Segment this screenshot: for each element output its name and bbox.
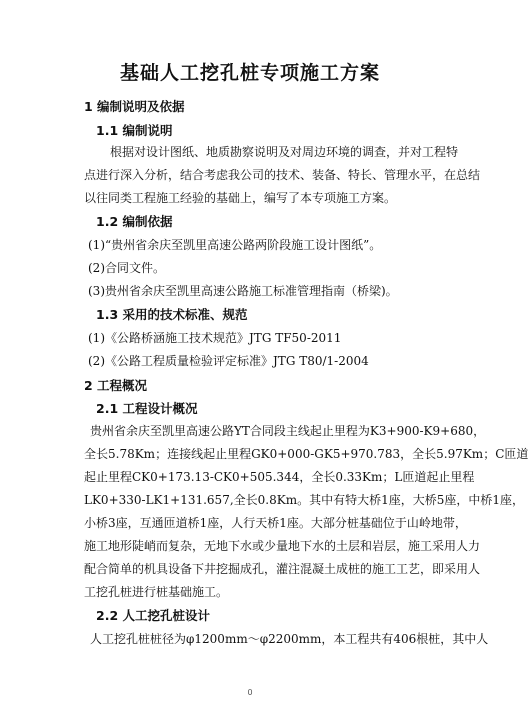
paragraph-line: 配合简单的机具设备下井挖掘成孔，灌注混凝土成桩的施工工艺，即采用人	[84, 562, 481, 576]
list-item: (1)“贵州省余庆至凯里高速公路两阶段施工设计图纸”。	[88, 238, 382, 252]
heading-section-2-1: 2.1 工程设计概况	[96, 401, 198, 416]
paragraph-line: 施工地形陡峭而复杂，无地下水或少量地下水的土层和岩层，施工采用人力	[84, 539, 481, 553]
paragraph-line: 以往同类工程施工经验的基础上，编写了本专项施工方案。	[84, 191, 397, 205]
heading-section-1-2: 1.2 编制依据	[96, 214, 173, 229]
paragraph-line: 小桥3座，互通匝道桥1座，人行天桥1座。大部分桩基础位于山岭地带，	[84, 516, 467, 530]
list-item: (3)贵州省余庆至凯里高速公路施工标准管理指南（桥梁)。	[88, 284, 398, 298]
paragraph-line: 根据对设计图纸、地质勘察说明及对周边环境的调查，并对工程特	[110, 145, 459, 159]
page-number: 0	[247, 688, 253, 697]
paragraph-line: 全长5.78Km；连接线起止里程GK0+000-GK5+970.783，全长5.97Km；C匝道	[84, 447, 528, 461]
heading-section-2: 2 工程概况	[84, 378, 148, 393]
heading-section-1-3: 1.3 采用的技术标准、规范	[96, 307, 248, 322]
heading-section-2-2: 2.2 人工挖孔桩设计	[96, 608, 210, 623]
heading-section-1-1: 1.1 编制说明	[96, 123, 173, 138]
paragraph-line: 工挖孔桩进行桩基础施工。	[84, 585, 229, 599]
paragraph-line: 点进行深入分析，结合考虑我公司的技术、装备、特长、管理水平，在总结	[84, 168, 481, 182]
list-item: (1)《公路桥涵施工技术规范》JTG TF50-2011	[88, 331, 342, 345]
paragraph-line: LK0+330-LK1+131.657,全长0.8Km。其中有特大桥1座，大桥5座，中桥1座，	[84, 493, 524, 507]
paragraph-line: 人工挖孔桩桩径为φ1200mm～φ2200mm，本工程共有406根桩，其中人	[90, 632, 489, 646]
list-item: (2)《公路工程质量检验评定标准》JTG T80/1-2004	[88, 354, 369, 368]
list-item: (2)合同文件。	[88, 261, 165, 275]
paragraph-line: 起止里程CK0+173.13-CK0+505.344，全长0.33Km；L匝道起止里程	[84, 470, 475, 484]
heading-section-1: 1 编制说明及依据	[84, 99, 185, 114]
paragraph-line: 贵州省余庆至凯里高速公路YT合同段主线起止里程为K3+900-K9+680，	[90, 424, 486, 438]
document-title: 基础人工挖孔桩专项施工方案	[119, 62, 380, 84]
